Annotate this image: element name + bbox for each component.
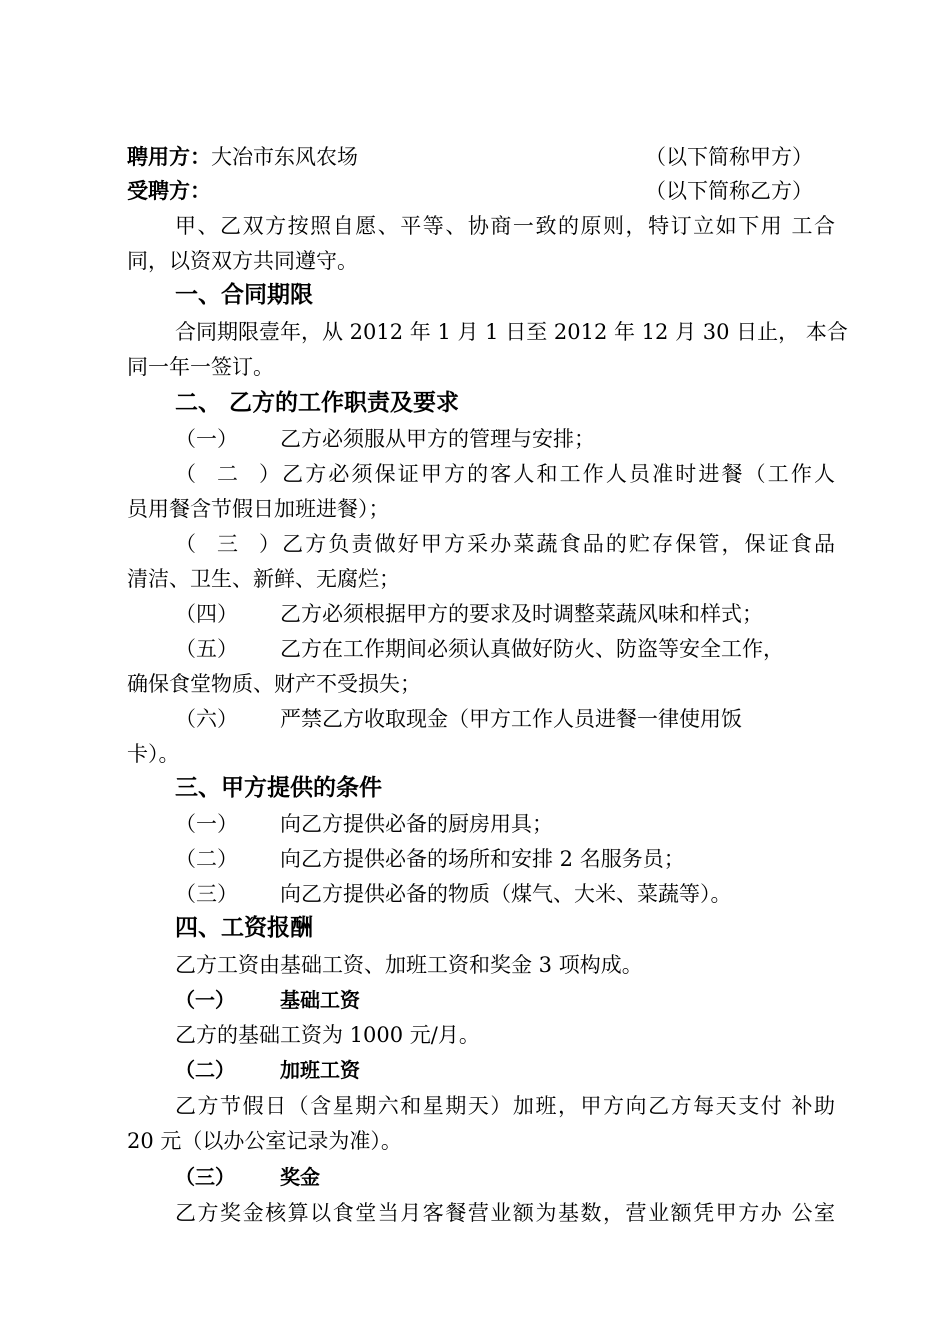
item-text: 向乙方提供必备的物质（煤气、大米、菜蔬等）。 [280, 882, 732, 906]
item-number: （二） [175, 462, 280, 486]
section-3-title: 三、甲方提供的条件 [175, 775, 382, 801]
section-2-item-2 [175, 460, 835, 488]
employee-line [127, 177, 835, 205]
section-4-sub-2-line-1: 乙方节假日（含星期六和星期天）加班，甲方向乙方每天支付 补助 [175, 1094, 835, 1118]
employer-line [127, 143, 835, 171]
section-3-item-1 [175, 810, 883, 838]
item-text: 向乙方提供必备的场所和安排 2 名服务员； [280, 847, 685, 871]
section-4-intro: 乙方工资由基础工资、加班工资和奖金 3 项构成。 [175, 953, 643, 977]
section-1-line-2: 同一年一签订。 [127, 355, 274, 379]
sub-number: （二） [175, 1058, 235, 1082]
section-4-sub-1-text: 乙方的基础工资为 1000 元/月。 [175, 1023, 480, 1047]
item-number: （一） [175, 427, 238, 451]
item-number: （五） [175, 637, 238, 661]
intro-line-2: 同，以资双方共同遵守。 [127, 249, 358, 273]
employer-label: 聘用方： [127, 145, 211, 169]
section-2-item-4 [175, 600, 883, 628]
section-2-item-3-cont: 清洁、卫生、新鲜、无腐烂； [127, 567, 400, 591]
section-3-item-2 [175, 845, 883, 873]
section-2-item-2-cont: 员用餐含节假日加班进餐）； [127, 497, 390, 521]
sub-number: （三） [175, 1165, 235, 1189]
item-text: 向乙方提供必备的厨房用具； [280, 812, 553, 836]
section-4-sub-1-heading [175, 986, 883, 1014]
section-2-item-5-cont: 确保食堂物质、财产不受损失； [127, 672, 421, 696]
section-2-item-6-cont: 卡）。 [127, 742, 180, 766]
section-2-item-6 [175, 705, 883, 733]
item-text: 乙方在工作期间必须认真做好防火、防盗等安全工作， [280, 637, 784, 661]
section-1-title: 一、合同期限 [175, 282, 313, 308]
employee-note: （以下简称乙方） [645, 179, 813, 203]
section-4-sub-3-heading [175, 1163, 883, 1191]
section-4-title: 四、工资报酬 [175, 915, 313, 941]
item-number: （三） [175, 882, 238, 906]
employee-label: 受聘方： [127, 179, 211, 203]
section-2-item-5 [175, 635, 883, 663]
item-text: 严禁乙方收取现金（甲方工作人员进餐一律使用饭 [280, 707, 742, 731]
item-number: （四） [175, 602, 238, 626]
section-4-sub-2-line-2: 20 元（以办公室记录为准）。 [127, 1129, 402, 1153]
item-number: （二） [175, 847, 238, 871]
sub-title: 加班工资 [280, 1058, 360, 1082]
item-text: 乙方必须根据甲方的要求及时调整菜蔬风味和样式； [280, 602, 763, 626]
item-number: （三） [175, 532, 280, 556]
section-4-sub-3-line-1: 乙方奖金核算以食堂当月客餐营业额为基数，营业额凭甲方办 公室 [175, 1201, 835, 1225]
intro-line-1: 甲、乙双方按照自愿、平等、协商一致的原则，特订立如下用 工合 [175, 214, 835, 238]
section-2-item-3 [175, 530, 835, 558]
employer-note: （以下简称甲方） [645, 145, 813, 169]
sub-number: （一） [175, 988, 235, 1012]
section-4-sub-2-heading [175, 1056, 883, 1084]
employer-name: 大冶市东风农场 [211, 145, 358, 169]
item-text: 乙方必须保证甲方的客人和工作人员准时进餐（工作人 [280, 462, 835, 486]
section-2-item-1 [175, 425, 883, 453]
item-text: 乙方负责做好甲方采办菜蔬食品的贮存保管，保证食品 [280, 532, 835, 556]
section-1-line-1: 合同期限壹年，从 2012 年 1 月 1 日至 2012 年 12 月 30 日止， 本合 [175, 320, 848, 344]
item-number: （六） [175, 707, 238, 731]
item-number: （一） [175, 812, 238, 836]
item-text: 乙方必须服从甲方的管理与安排； [280, 427, 595, 451]
sub-title: 基础工资 [280, 988, 360, 1012]
section-2-title: 二、 乙方的工作职责及要求 [175, 390, 460, 416]
section-3-item-3 [175, 880, 883, 908]
sub-title: 奖金 [280, 1165, 320, 1189]
